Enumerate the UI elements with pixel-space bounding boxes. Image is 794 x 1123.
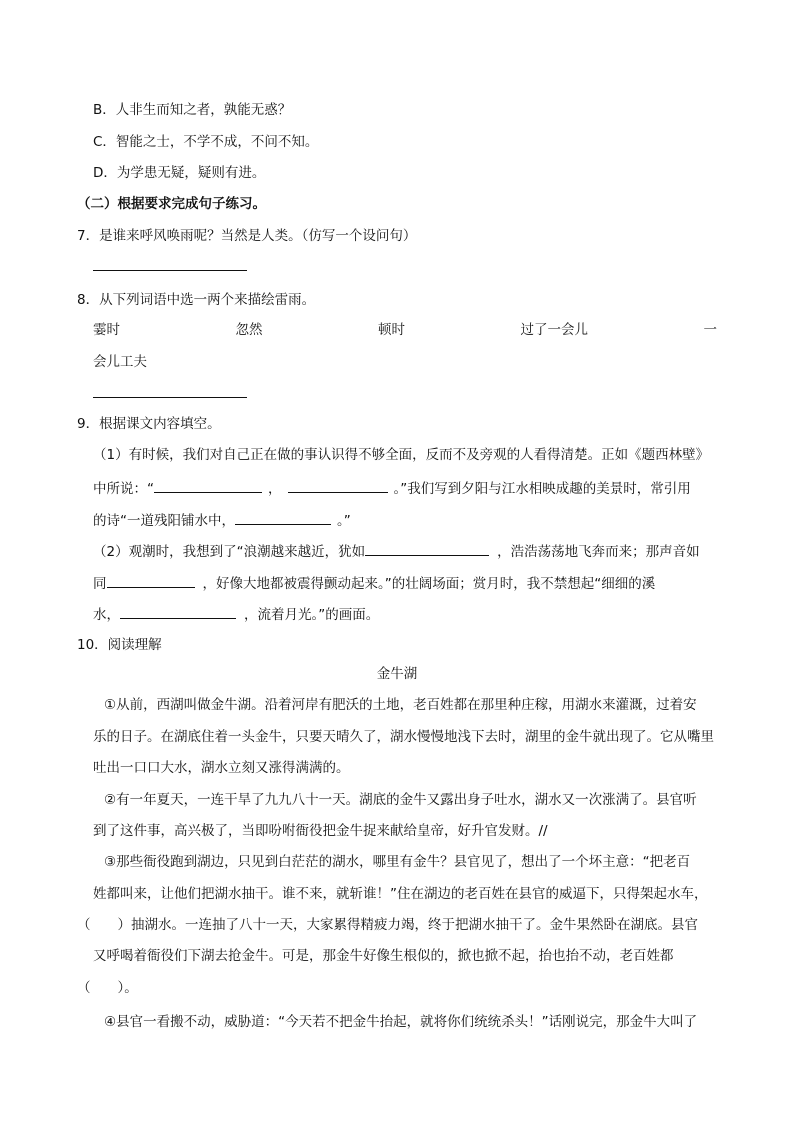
passage-p1-line: ①从前，西湖叫做金牛湖。沿着河岸有肥沃的土地，老百姓都在那里种庄稼，用湖水来灌溉，过着安	[104, 697, 697, 713]
passage-p2-line: 到了这件事，高兴极了，当即吩咐衙役把金牛捉来献给皇帝，好升官发财。//	[93, 823, 548, 839]
passage-p3-line: 又呼喝着衙役们下湖去抢金牛。可是，那金牛好像生根似的，掀也掀不起，抬也抬不动，老百姓都	[93, 948, 674, 964]
passage-p2-line: ②有一年夏天，一连干旱了九九八十一天。湖底的金牛又露出身子吐水，湖水又一次涨满了。县官听	[104, 792, 697, 808]
blank-field[interactable]	[107, 572, 195, 588]
blank-field[interactable]	[365, 540, 489, 556]
q9-text: ，流着月光。”的画面。	[244, 607, 380, 623]
q9-text: 中所说：“	[93, 481, 154, 497]
q9-p1-line1: （1）有时候，我们对自己正在做的事认识得不够全面，反而不及旁观的人看得清楚。正如《题西林壁》	[93, 447, 710, 463]
passage-p4-line: ④县官一看搬不动，威胁道：“今天若不把金牛抬起，就将你们统统杀头！”话刚说完，那金牛大叫了	[104, 1014, 698, 1030]
q8-word-cont: 会儿工夫	[93, 354, 147, 370]
passage-title: 金牛湖	[376, 666, 418, 682]
q8-word: 顿时	[378, 322, 405, 338]
q9-p1-line3	[93, 509, 351, 531]
passage-p3-line: （ ）。	[77, 980, 138, 996]
blank-field[interactable]	[120, 603, 236, 619]
question-10: 10．阅读理解	[77, 637, 162, 653]
option-c: C．智能之士，不学不成，不问不知。	[93, 134, 319, 150]
q9-text: ，浩浩荡荡地飞奔而来；那声音如	[497, 544, 700, 560]
blank-field[interactable]	[235, 509, 331, 525]
q9-text: ，	[268, 481, 282, 497]
question-9: 9．根据课文内容填空。	[77, 416, 221, 432]
q9-text: 水，	[93, 607, 120, 623]
passage-p1-line: 乐的日子。在湖底住着一头金牛，只要天晴久了，湖水慢慢地浅下去时，湖里的金牛就出现了。它从嘴里	[93, 729, 714, 745]
passage-p1-line: 吐出一口口大水，湖水立刻又涨得满满的。	[93, 760, 350, 776]
q9-p1-line2	[93, 477, 691, 499]
answer-line-q8[interactable]	[93, 397, 247, 398]
q9-text: 的诗“一道残阳铺水中，	[93, 513, 235, 529]
passage-p3-line: （ ）抽湖水。一连抽了八十一天，大家累得精疲力竭，终于把湖水抽干了。金牛果然卧在湖底。县官	[77, 917, 698, 933]
option-d: D．为学患无疑，疑则有进。	[93, 165, 266, 181]
q8-word: 过了一会儿	[520, 322, 588, 338]
answer-line-q7[interactable]	[93, 270, 247, 271]
option-b: B．人非生而知之者，孰能无惑？	[93, 102, 292, 118]
passage-p3-line: ③那些衙役跑到湖边，只见到白茫茫的湖水，哪里有金牛？县官见了，想出了一个坏主意：“把老百	[104, 854, 691, 870]
blank-field[interactable]	[154, 477, 262, 493]
q9-text: ，好像大地都被震得颤动起来。”的壮阔场面；赏月时，我不禁想起“细细的溪	[202, 576, 656, 592]
q9-p2-line3	[93, 603, 379, 625]
q9-text: 。”我们写到夕阳与江水相映成趣的美景时，常引用	[393, 481, 691, 497]
q9-p2-line1	[93, 540, 700, 562]
q8-word: 一	[703, 322, 717, 338]
blank-field[interactable]	[288, 477, 388, 493]
question-8: 8．从下列词语中选一两个来描绘雷雨。	[77, 292, 316, 308]
section-2-title: （二）根据要求完成句子练习。	[77, 196, 266, 212]
q8-word: 霎时	[93, 322, 120, 338]
q9-p2-line2	[93, 572, 655, 594]
q8-word-list	[93, 320, 717, 340]
q9-text: 同	[93, 576, 107, 592]
q9-text: （2）观潮时，我想到了“浪潮越来越近，犹如	[93, 544, 366, 560]
q9-text: 。”	[337, 513, 351, 529]
question-7: 7．是谁来呼风唤雨呢？当然是人类。（仿写一个设问句）	[77, 228, 417, 244]
q8-word: 忽然	[235, 322, 263, 338]
passage-p3-line: 姓都叫来，让他们把湖水抽干。谁不来，就斩谁！”住在湖边的老百姓在县官的威逼下，只得架起水车，	[93, 886, 708, 902]
